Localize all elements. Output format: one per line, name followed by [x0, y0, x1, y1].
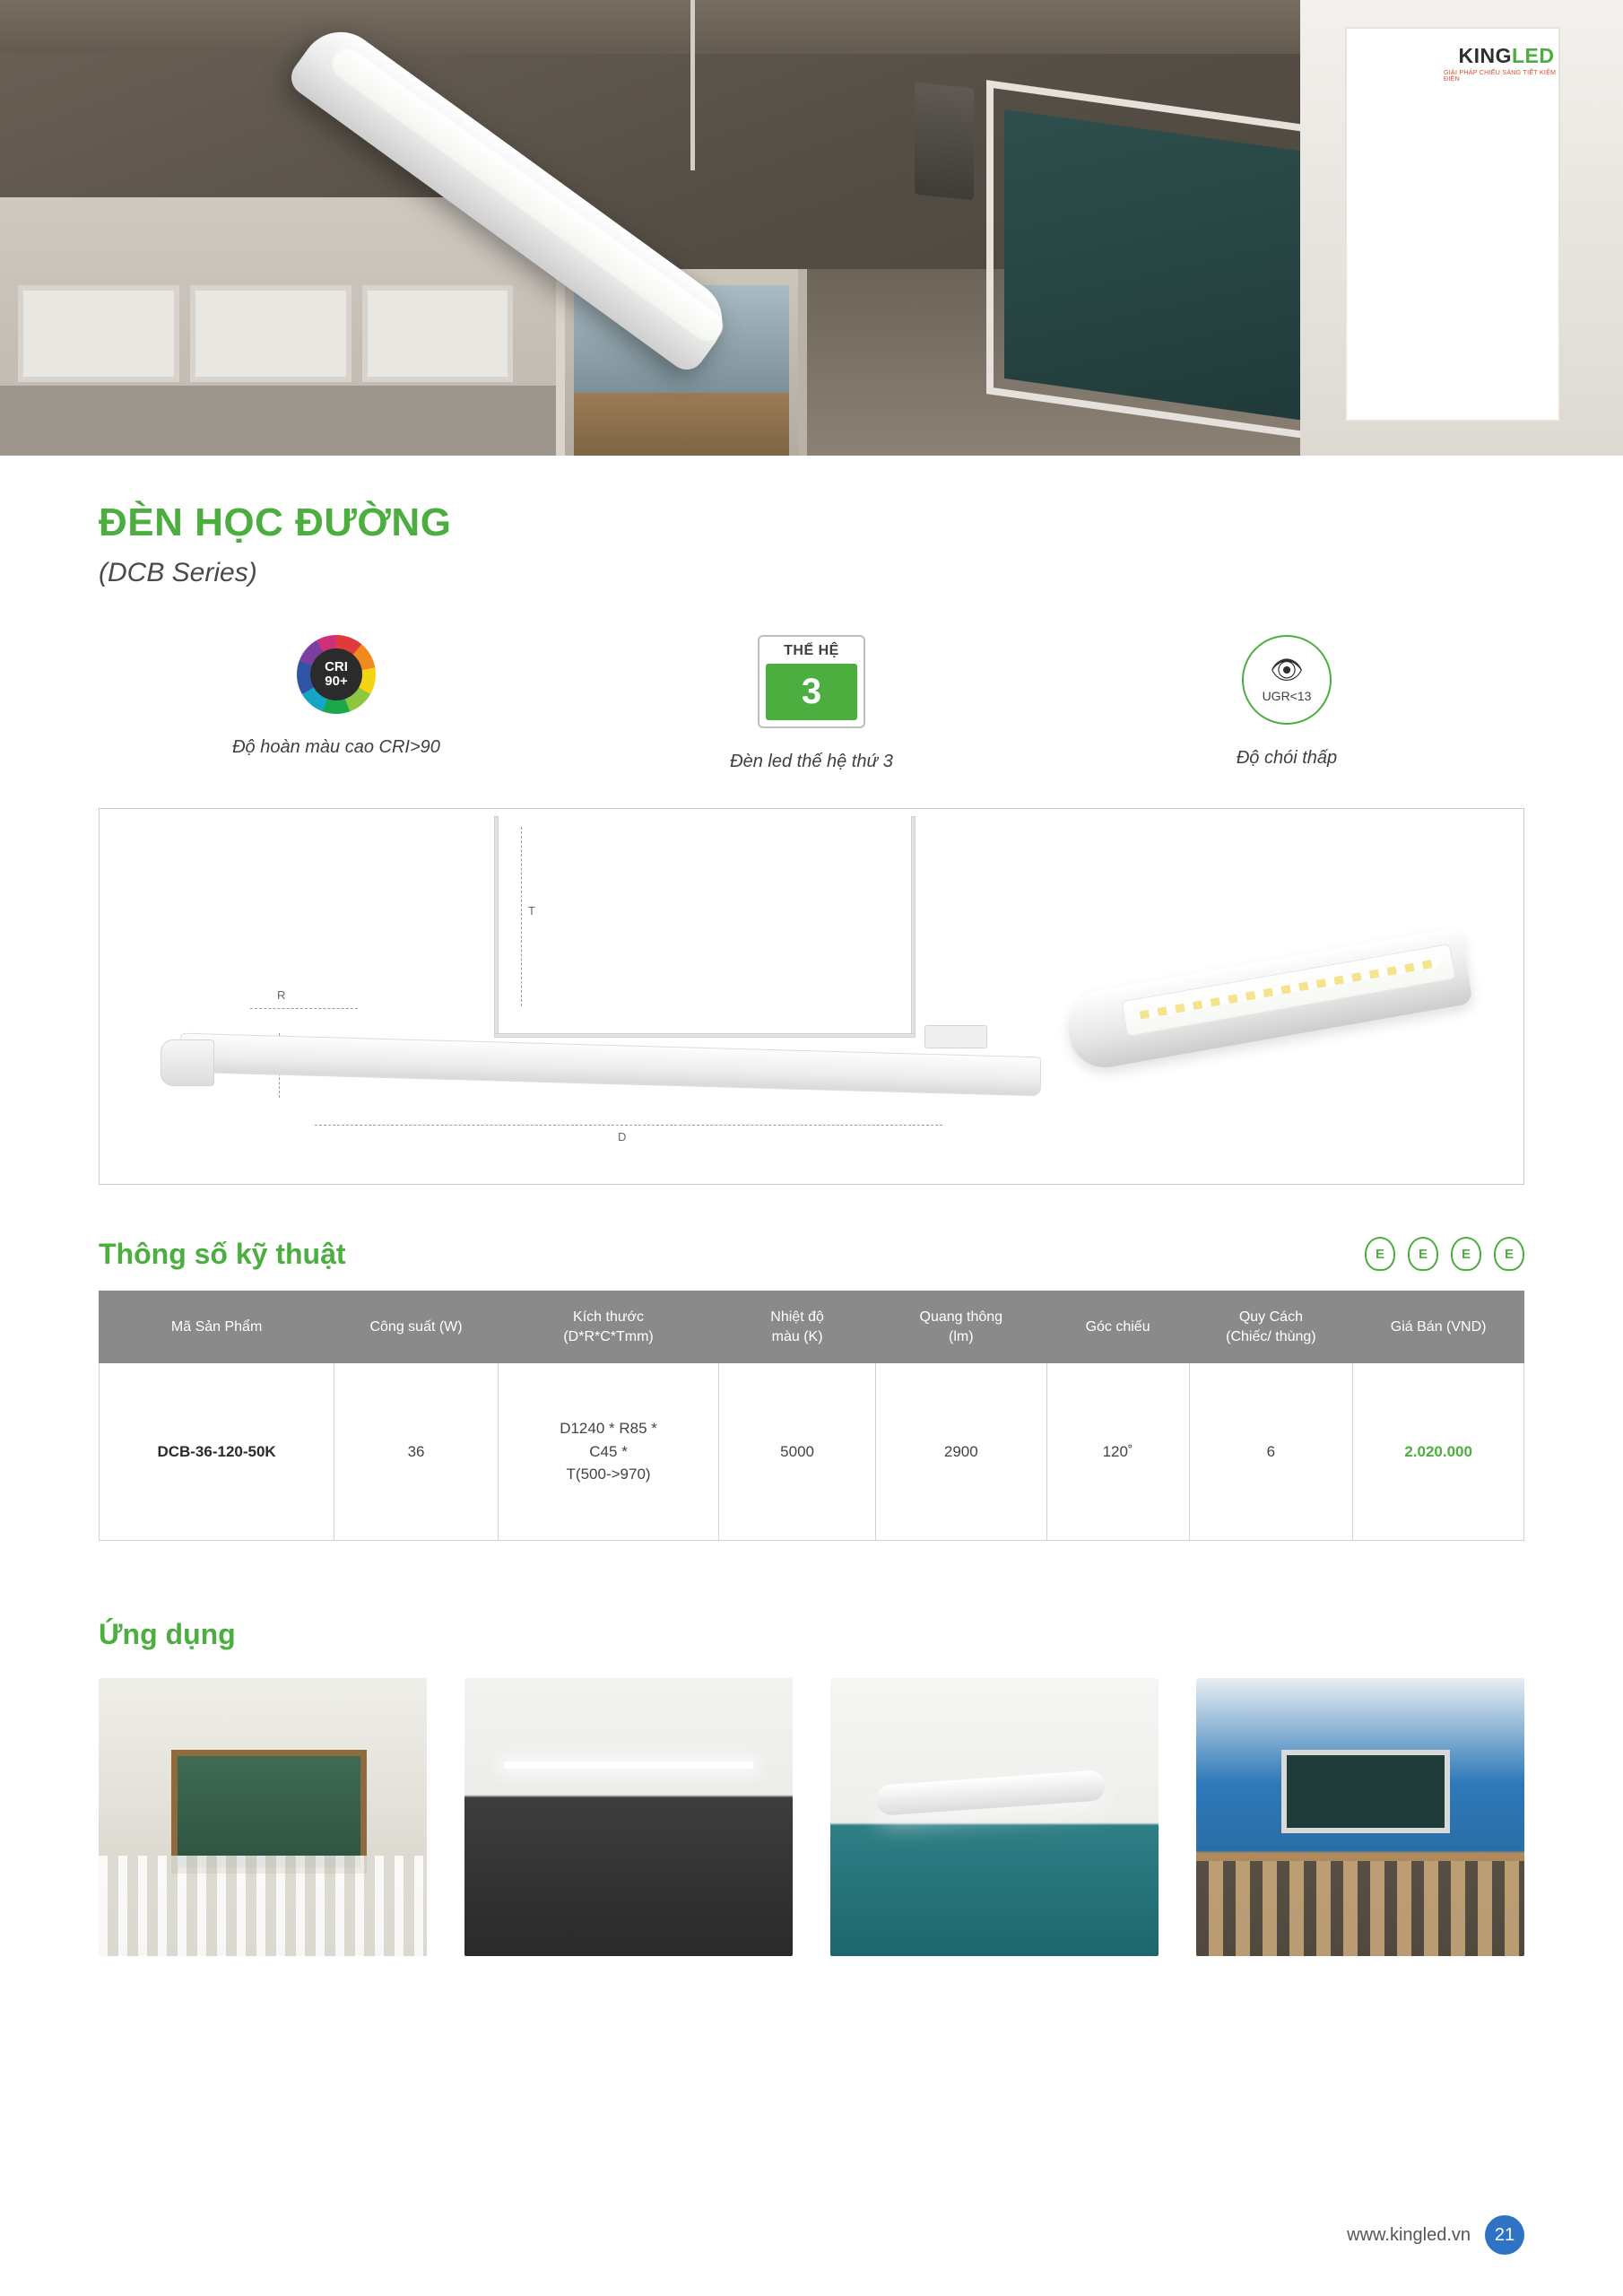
computer-lab-photo: [1196, 1678, 1524, 1956]
column-header-power: Công suất (W): [334, 1292, 499, 1363]
hero-window: [18, 285, 179, 382]
drawing-driver-box: [924, 1025, 987, 1048]
cell-size-l2: C45 *: [589, 1442, 628, 1460]
feature-cri: [99, 635, 574, 772]
drawing-suspension-rod: [494, 816, 499, 1037]
logo-wordmark: [1459, 44, 1555, 68]
hero-lamp-glow: [326, 43, 729, 347]
hero-door-panel: [574, 393, 789, 456]
drawing-dim-line-t: [521, 827, 522, 1006]
drawing-lamp-side-view: [153, 1029, 1050, 1091]
column-header-size-l2: (D*R*C*Tmm): [563, 1328, 654, 1344]
hero-banner: [0, 0, 1623, 456]
specs-table-body: [100, 1363, 1524, 1541]
cri-badge-icon: [297, 635, 376, 714]
feature-caption: Độ chói thấp: [1236, 748, 1338, 768]
kingled-logo: [1444, 43, 1569, 83]
feature-row: [99, 635, 1524, 772]
column-header-cct-l2: màu (K): [771, 1328, 823, 1344]
cell-packing: 6: [1189, 1363, 1353, 1541]
feature-generation: [574, 635, 1049, 772]
hero-lower-wall: [0, 386, 574, 456]
energy-mark-icon: E: [1451, 1237, 1481, 1271]
column-header-lumen-l1: Quang thông: [919, 1309, 1003, 1325]
product-series: (DCB Series): [99, 558, 257, 587]
cri-badge-inner: [310, 648, 362, 700]
generation-label: THẾ HỆ: [784, 643, 839, 658]
page-number-badge: 21: [1485, 2215, 1524, 2255]
energy-mark-icon: E: [1365, 1237, 1395, 1271]
column-header-packing-l2: (Chiếc/ thùng): [1226, 1328, 1316, 1344]
hero-speaker-icon: [915, 83, 974, 201]
cell-lumen: 2900: [875, 1363, 1046, 1541]
column-header-cct: [719, 1292, 876, 1363]
drawing-label-r: R: [277, 988, 286, 1002]
drawing-label-d: D: [618, 1130, 627, 1144]
page-title: ĐÈN HỌC ĐƯỜNG: [99, 500, 452, 544]
column-header-lumen: [875, 1292, 1046, 1363]
specs-table: [99, 1291, 1524, 1541]
generation-number: 3: [766, 664, 857, 720]
cell-beam: 120˚: [1046, 1363, 1189, 1541]
page-footer: [1347, 2215, 1524, 2255]
energy-mark-icon: E: [1408, 1237, 1438, 1271]
column-header-size: [498, 1292, 718, 1363]
suspended-light-teal-wall-photo: [830, 1678, 1159, 1956]
feature-caption: Đèn led thế hệ thứ 3: [730, 752, 893, 771]
drawing-dim-line-d: [315, 1125, 942, 1126]
column-header-packing-l1: Quy Cách: [1238, 1309, 1303, 1325]
ceiling-linear-light-photo: [464, 1678, 793, 1956]
specs-title: Thông số kỹ thuật: [99, 1238, 346, 1270]
drawing-lamp-tube: [180, 1033, 1041, 1097]
specs-header-row: [100, 1292, 1524, 1363]
cri-value: 90+: [325, 674, 348, 689]
column-header-size-l1: Kích thước: [573, 1309, 645, 1325]
classroom-desks-photo: [99, 1678, 427, 1956]
energy-mark-icon: E: [1494, 1237, 1524, 1271]
feature-low-glare: [1049, 635, 1524, 772]
ugr-value: UGR<13: [1262, 688, 1312, 703]
specs-header: [99, 1237, 1524, 1271]
cell-size: [498, 1363, 718, 1541]
low-glare-eye-icon: [1242, 635, 1332, 725]
drawing-label-t: T: [528, 904, 535, 918]
drawing-suspension-rod: [911, 816, 916, 1037]
applications-gallery: [99, 1678, 1524, 1956]
cri-label: CRI: [325, 659, 348, 675]
footer-website: www.kingled.vn: [1347, 2224, 1471, 2245]
drawing-lamp-end-cap: [161, 1039, 214, 1086]
logo-king: KING: [1458, 43, 1512, 67]
page-content: [0, 500, 1623, 1956]
feature-caption: Độ hoàn màu cao CRI>90: [232, 737, 440, 757]
logo-tagline: GIẢI PHÁP CHIẾU SÁNG TIẾT KIỆM ĐIỆN: [1444, 69, 1557, 83]
cell-price: 2.020.000: [1353, 1363, 1524, 1541]
column-header-cct-l1: Nhiệt độ: [770, 1309, 824, 1325]
applications-title: Ứng dụng: [99, 1617, 236, 1650]
cell-cct: 5000: [719, 1363, 876, 1541]
logo-led: LED: [1512, 43, 1555, 67]
column-header-beam: Góc chiếu: [1046, 1292, 1189, 1363]
table-row: [100, 1363, 1524, 1541]
cell-code: DCB-36-120-50K: [100, 1363, 334, 1541]
cell-power: 36: [334, 1363, 499, 1541]
hero-lamp-illustration: [332, 16, 762, 393]
drawing-lamp-perspective-view: [1066, 908, 1470, 1087]
column-header-packing: [1189, 1292, 1353, 1363]
technical-drawing: [99, 808, 1524, 1185]
generation-badge-icon: [758, 635, 865, 728]
eye-glyph: 👁: [1269, 655, 1305, 685]
cell-size-l1: D1240 * R85 *: [560, 1420, 657, 1438]
drawing-dim-line-r: [250, 1008, 358, 1009]
energy-marks: [1365, 1237, 1524, 1271]
hero-right-panel: [1345, 27, 1560, 422]
column-header-code: Mã Sản Phẩm: [100, 1292, 334, 1363]
column-header-price: Giá Bán (VND): [1353, 1292, 1524, 1363]
specs-table-head: [100, 1292, 1524, 1363]
hero-window: [190, 285, 352, 382]
cell-size-l3: T(500->970): [566, 1465, 651, 1483]
column-header-lumen-l2: (lm): [949, 1328, 974, 1344]
